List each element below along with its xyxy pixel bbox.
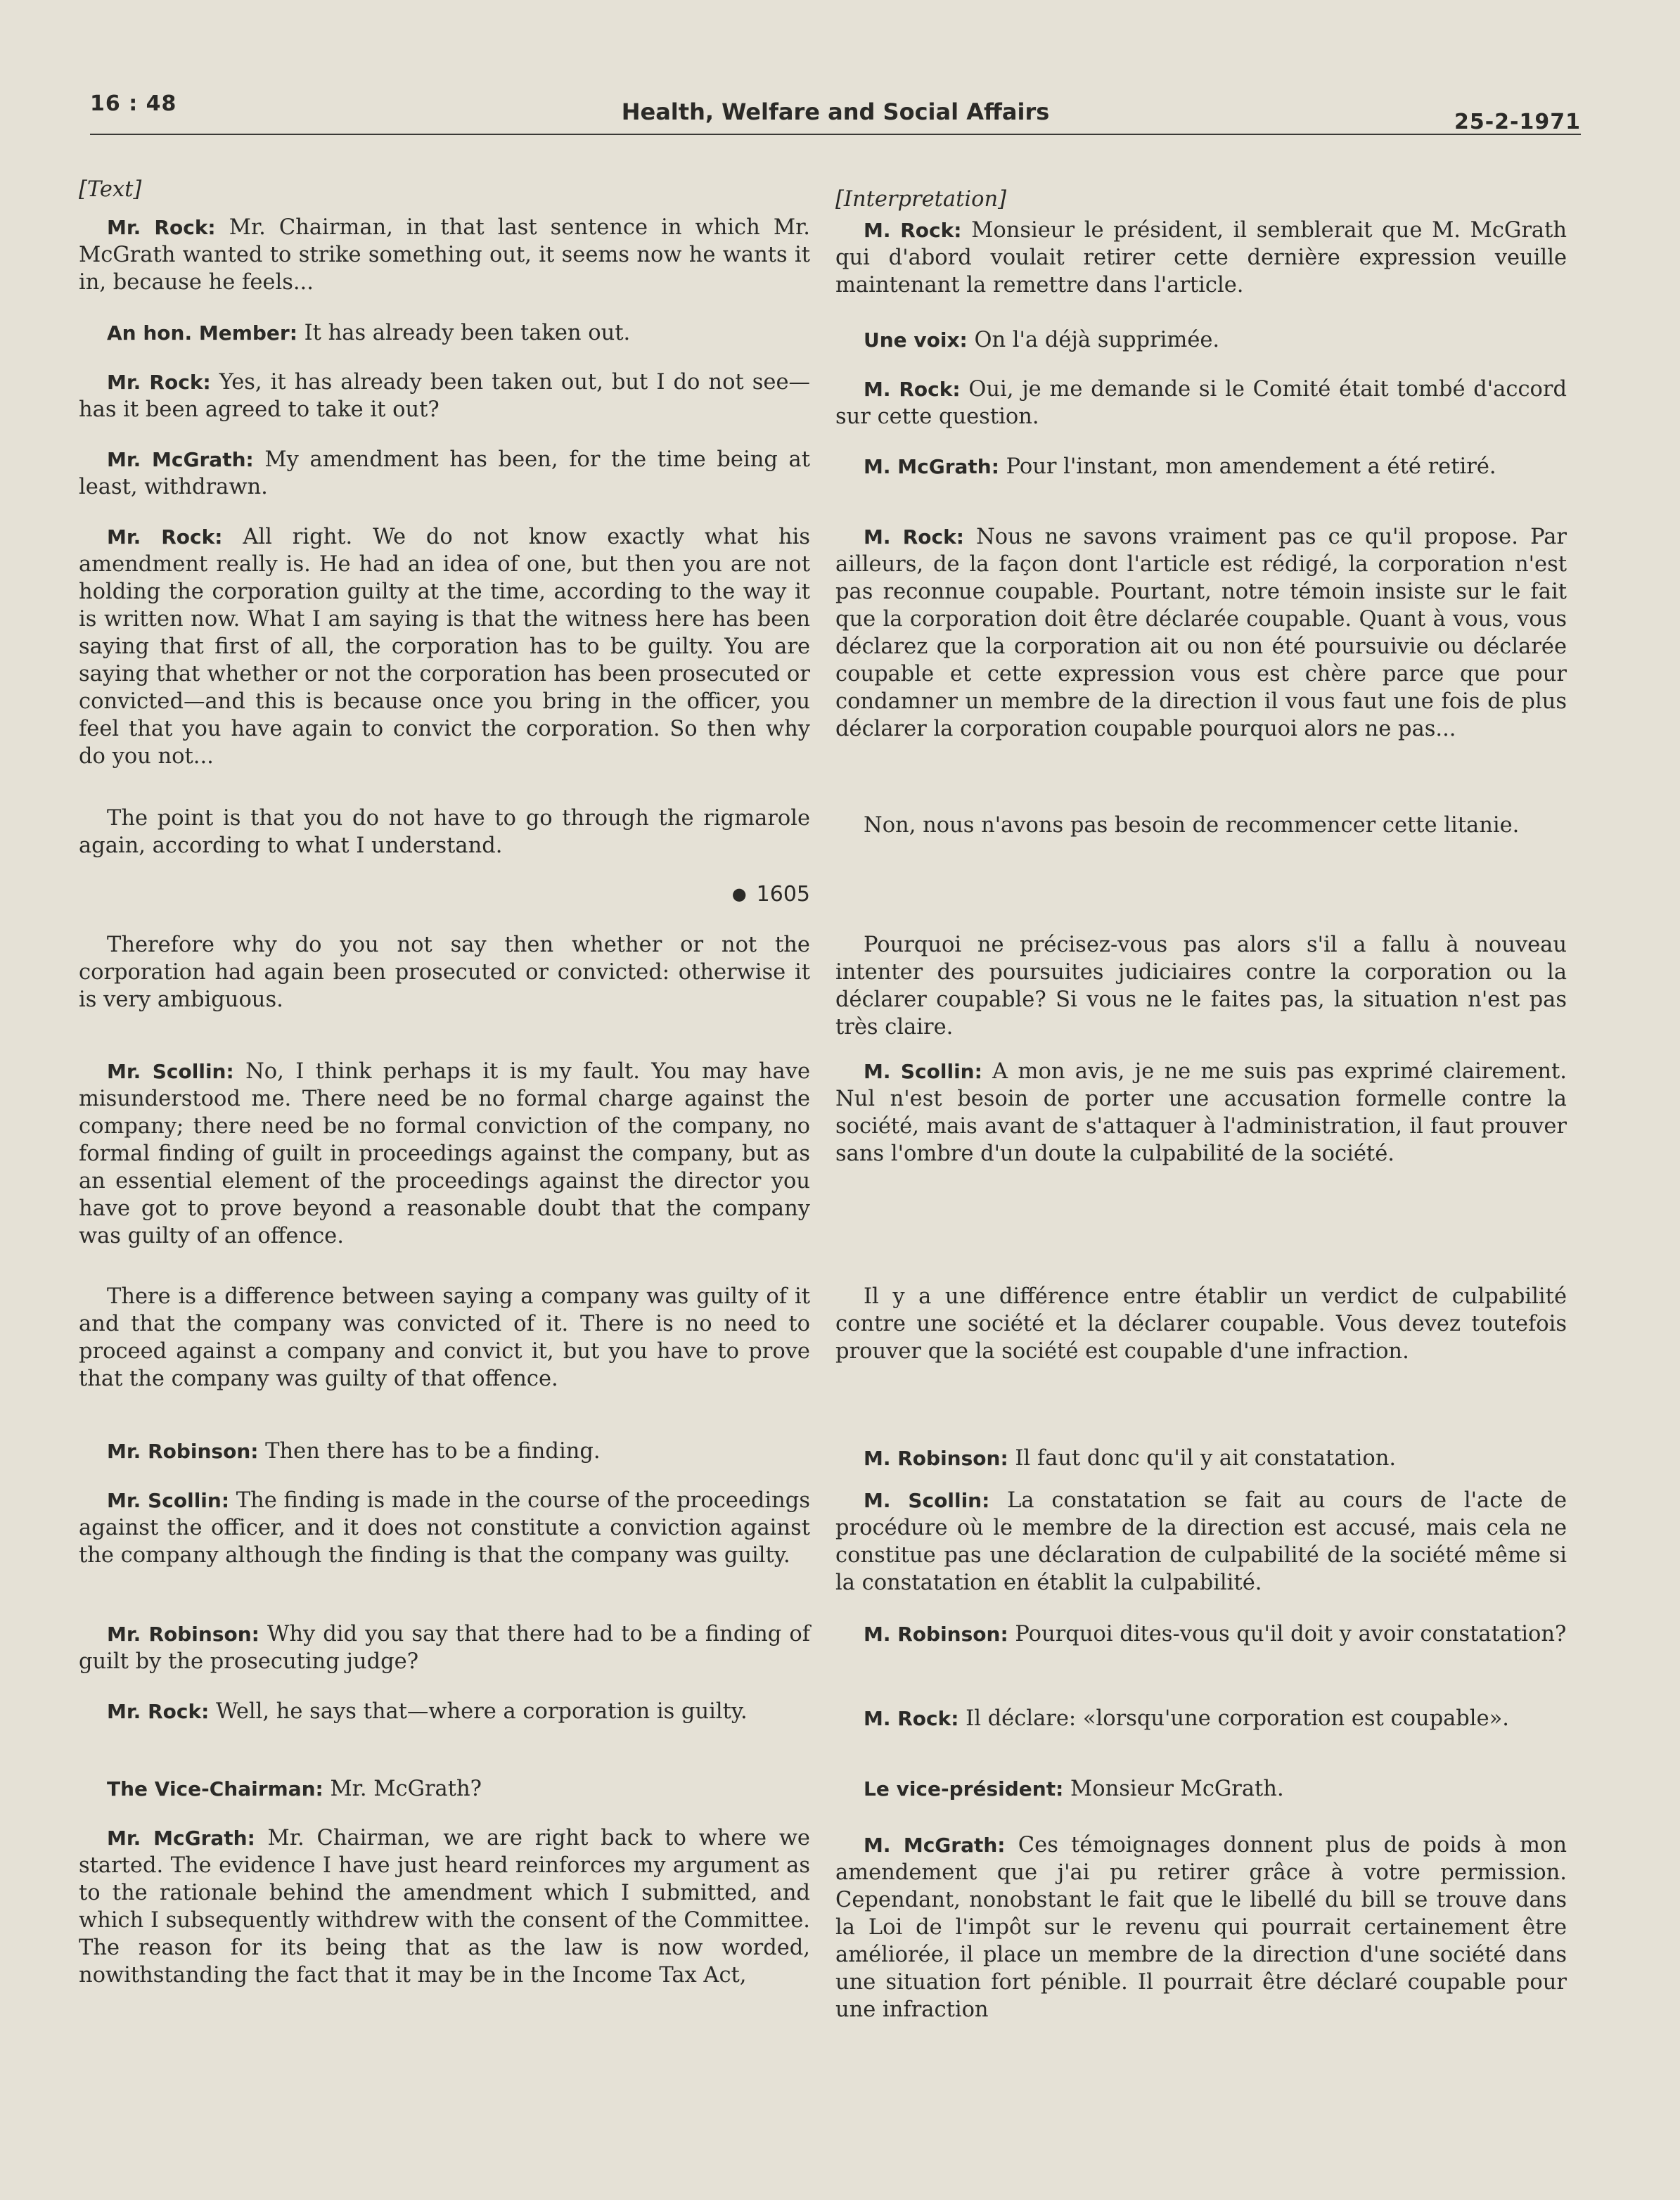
paragraph-robinson-1 xyxy=(79,1438,810,1465)
speech: Mr. McGrath? xyxy=(323,1777,482,1801)
speech: Oui, je me demande si le Comité était tombé d'accord sur cette question. xyxy=(835,377,1567,429)
speaker: Mr. Robinson: xyxy=(107,1440,259,1463)
speech: Mr. Chairman, in that last sentence in which Mr. McGrath wanted to strike something out, it seems now he wants it in, because he feels... xyxy=(79,215,810,295)
paragraph-rock-1 xyxy=(79,214,810,296)
paragraph-mcgrath-1-fr xyxy=(835,453,1567,480)
speaker: M. Scollin: xyxy=(864,1060,982,1083)
bullet-icon: ● xyxy=(731,884,747,904)
speaker: Mr. McGrath: xyxy=(107,1827,255,1850)
speaker: M. McGrath: xyxy=(864,1834,1006,1857)
paragraph-robinson-2 xyxy=(79,1620,810,1675)
speaker: M. McGrath: xyxy=(864,455,999,478)
speech: A mon avis, je ne me suis pas exprimé clairement. Nul n'est besoin de porter une accusation formelle contre la société, mais avant de s'attaquer à l'administration, il faut prouver sans l'ombre d'un doute la culpabilité de la société. xyxy=(835,1059,1567,1166)
speech: The finding is made in the course of the proceedings against the officer, and it does not constitute a conviction against the company although the finding is that the company was guilty. xyxy=(79,1488,810,1568)
paragraph-scollin-1-fr xyxy=(835,1058,1567,1168)
paragraph-rock-3-fr xyxy=(835,523,1567,743)
speech: Well, he says that—where a corporation is guilty. xyxy=(209,1699,748,1724)
paragraph-robinson-1-fr xyxy=(835,1445,1567,1472)
speaker: Mr. Scollin: xyxy=(107,1060,234,1083)
speaker: M. Robinson: xyxy=(864,1447,1008,1470)
paragraph-rock-4-fr xyxy=(835,1705,1567,1732)
paragraph-rock-1-fr xyxy=(835,217,1567,299)
speech: La constatation se fait au cours de l'acte de procédure où le membre de la direction est accusé, mais cela ne constitue pas une déclaration de culpabilité de la société même si la constatation en établit la culpabilité. xyxy=(835,1488,1567,1595)
speaker: Mr. Rock: xyxy=(107,1700,210,1723)
speech: My amendment has been, for the time being at least, withdrawn. xyxy=(79,447,811,499)
page-number: 16 : 48 xyxy=(90,91,177,116)
speaker: M. Rock: xyxy=(864,525,964,549)
speaker: Mr. Rock: xyxy=(107,371,211,394)
speaker: Mr. Rock: xyxy=(107,216,216,239)
paragraph-mcgrath-2 xyxy=(79,1824,810,1989)
paragraph-rock-2 xyxy=(79,369,810,423)
paragraph-mcgrath-2-fr xyxy=(835,1831,1567,2023)
speech: Mr. Chairman, we are right back to where we started. The evidence I have just heard reinforces my argument as to the rationale behind the amendment which I submitted, and which I subsequently withdrew with the consent of the Committee. The reason for its being that as the law is now worded, nowithstanding the fact that it may be in the Income Tax Act, xyxy=(79,1826,810,1988)
paragraph-ambiguous: Therefore why do you not say then whether or not the corporation had again been prosecuted or convicted: otherwise it is very ambiguous. xyxy=(79,933,810,1012)
time-marker xyxy=(732,882,810,907)
speech: On l'a déjà supprimée. xyxy=(967,328,1220,352)
speech: Il faut donc qu'il y ait constatation. xyxy=(1008,1446,1397,1471)
speaker: Mr. McGrath: xyxy=(107,448,254,471)
speaker: An hon. Member: xyxy=(107,321,297,345)
paragraph-voix-fr xyxy=(835,326,1567,354)
paragraph-scollin-2 xyxy=(79,1487,810,1569)
speaker: Mr. Rock: xyxy=(107,525,223,549)
speaker: M. Rock: xyxy=(864,1707,959,1730)
speech: It has already been taken out. xyxy=(297,321,631,345)
speaker: Le vice-président: xyxy=(864,1777,1064,1801)
speech: Monsieur le président, il semblerait que M. McGrath qui d'abord voulait retirer cette dernière expression veuille maintenant la remettre dans l'article. xyxy=(835,218,1567,298)
paragraph-vice-chairman xyxy=(79,1775,810,1803)
paragraph-scollin-1 xyxy=(79,1058,810,1250)
speech: Il déclare: «lorsqu'une corporation est coupable». xyxy=(958,1706,1509,1731)
speaker: Mr. Robinson: xyxy=(107,1623,259,1646)
speaker: M. Rock: xyxy=(864,378,961,401)
speaker: The Vice-Chairman: xyxy=(107,1777,323,1801)
speech: Ces témoignages donnent plus de poids à mon amendement que j'ai pu retirer grâce à votre permission. Cependant, nonobstant le fait que le libellé du bill se trouve dans la Loi de l'impôt sur le revenu qui pourrait certainement être améliorée, il place un membre de la direction d'une société dans une situation fort pénible. Il pourrait être déclaré coupable pour une infraction xyxy=(835,1833,1567,2022)
paragraph-difference-fr: Il y a une différence entre établir un verdict de culpabilité contre une société et la déclarer coupable. Vous devez toutefois prouver que la société est coupable d'une infraction. xyxy=(835,1284,1567,1364)
paragraph-litanie-fr: Non, nous n'avons pas besoin de recommencer cette litanie. xyxy=(864,813,1520,838)
speech: All right. We do not know exactly what his amendment really is. He had an idea of one, but then you are not holding the corporation guilty at the time, according to the way it is written now. What I am saying is that the witness here has been saying that first of all, the corporation has to be guilty. You are saying that whether or not the corporation has been prosecuted or convicted—and this is because once you bring in the officer, you feel that you have again to convict the corporation. So then why do you not... xyxy=(79,525,810,769)
speaker: M. Rock: xyxy=(864,219,962,242)
paragraph-rock-4 xyxy=(79,1698,810,1725)
paragraph-rock-3 xyxy=(79,523,810,770)
section-label-text: [Text] xyxy=(79,177,142,202)
speech: Pour l'instant, mon amendement a été retiré. xyxy=(999,454,1496,479)
speech: No, I think perhaps it is my fault. You may have misunderstood me. There need be no formal charge against the company; there need be no formal conviction of the company, no formal finding of guilt in proceedings against the company, but as an essential element of the proceedings against the director you have got to prove beyond a reasonable doubt that the company was guilty of an offence. xyxy=(79,1059,810,1248)
speech: Pourquoi dites-vous qu'il doit y avoir constatation? xyxy=(1008,1622,1567,1646)
speaker: M. Robinson: xyxy=(864,1623,1008,1646)
speaker: M. Scollin: xyxy=(864,1489,990,1512)
speech: Nous ne savons vraiment pas ce qu'il propose. Par ailleurs, de la façon dont l'article est rédigé, la corporation n'est pas reconnue coupable. Pourtant, notre témoin insiste sur le fait que la corporation doit être déclarée coupable. Quant à vous, vous déclarez que la corporation ait ou non été poursuivie ou déclarée coupable et cette expression vous est chère parce que pour condamner un membre de la direction il vous faut une fois de plus déclarer la corporation coupable pourquoi alors ne pas... xyxy=(835,525,1567,741)
paragraph-robinson-2-fr xyxy=(835,1620,1567,1648)
paragraph-rigmarole: The point is that you do not have to go through the rigmarole again, according to what I understand. xyxy=(79,806,810,858)
speech: Monsieur McGrath. xyxy=(1063,1777,1284,1801)
paragraph-member xyxy=(79,319,810,347)
speech: Then there has to be a finding. xyxy=(258,1439,601,1464)
paragraph-pourquoi-fr: Pourquoi ne précisez-vous pas alors s'il a fallu à nouveau intenter des poursuites judiciaires contre la corporation ou la déclarer coupable? Si vous ne le faites pas, la situation n'est pas très claire. xyxy=(835,933,1567,1040)
paragraph-mcgrath-1 xyxy=(79,446,810,501)
section-label-interpretation: [Interpretation] xyxy=(835,187,1006,212)
page-header xyxy=(90,90,1581,135)
paragraph-scollin-2-fr xyxy=(835,1487,1567,1597)
speech: Why did you say that there had to be a finding of guilt by the prosecuting judge? xyxy=(79,1622,811,1674)
speaker: Une voix: xyxy=(864,328,968,352)
paragraph-rock-2-fr xyxy=(835,376,1567,430)
page-date: 25-2-1971 xyxy=(1454,110,1581,134)
paragraph-difference: There is a difference between saying a company was guilty of it and that the company was convicted of it. There is no need to proceed against a company and convict it, but you have to prove that the company was guilty of that offence. xyxy=(79,1284,810,1391)
running-title: Health, Welfare and Social Affairs xyxy=(621,98,1050,125)
speech: Yes, it has already been taken out, but I do not see—has it been agreed to take it out? xyxy=(79,370,811,422)
time-marker-value: 1605 xyxy=(756,882,810,907)
speaker: Mr. Scollin: xyxy=(107,1489,230,1512)
paragraph-vice-president-fr xyxy=(835,1775,1567,1803)
